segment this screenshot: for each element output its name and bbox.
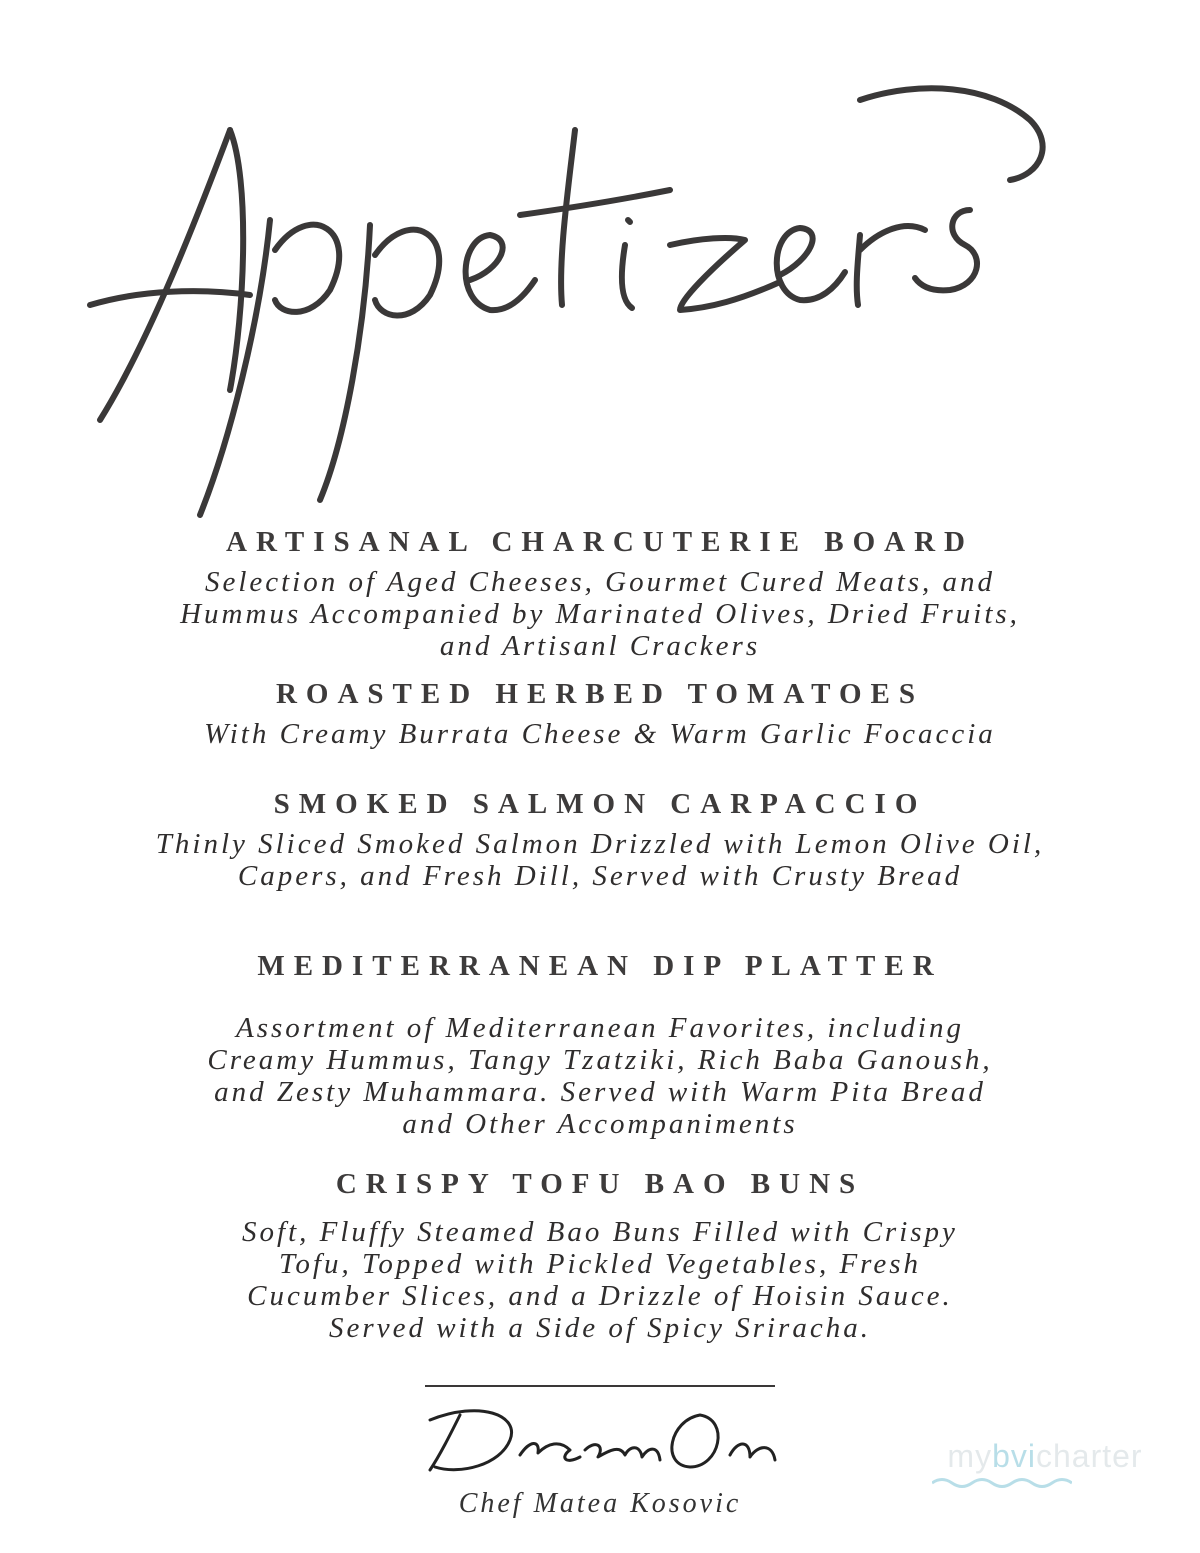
signature-divider (425, 1385, 775, 1387)
menu-item-name: CRISPY TOFU BAO BUNS (335, 1168, 865, 1200)
menu-title-script (80, 60, 1120, 530)
signature-script (420, 1395, 790, 1480)
menu-item-name: ARTISANAL CHARCUTERIE BOARD (226, 526, 974, 558)
chef-name: Chef Matea Kosovic (458, 1488, 742, 1519)
menu-item-name: SMOKED SALMON CARPACCIO (273, 788, 927, 820)
watermark-text: mybvicharter (947, 1438, 1143, 1474)
menu-item-description: Selection of Aged Cheeses, Gourmet Cured Meats, and Hummus Accompanied by Marinated Olives, Dried Fruits, and Artisanl Crackers (180, 566, 1020, 662)
menu-item-description: Assortment of Mediterranean Favorites, including Creamy Hummus, Tangy Tzatziki, Rich Baba Ganoush, and Zesty Muhammara. Served with Warm Pita Bread and Other Accompaniments (207, 1012, 993, 1140)
menu-item-description: Thinly Sliced Smoked Salmon Drizzled with Lemon Olive Oil, Capers, and Fresh Dill, Served with Crusty Bread (155, 828, 1045, 892)
menu-item-name: MEDITERRANEAN DIP PLATTER (257, 950, 943, 982)
watermark-logo (920, 1438, 1170, 1498)
menu-item-description: Soft, Fluffy Steamed Bao Buns Filled with Crispy Tofu, Topped with Pickled Vegetables, Fresh Cucumber Slices, and a Drizzle of Hoisin Sauce. Served with a Side of Spicy Sriracha. (242, 1216, 958, 1344)
wave-icon (932, 1476, 1072, 1490)
menu-item-description: With Creamy Burrata Cheese & Warm Garlic Focaccia (204, 718, 996, 750)
menu-item-name: ROASTED HERBED TOMATOES (275, 678, 925, 710)
